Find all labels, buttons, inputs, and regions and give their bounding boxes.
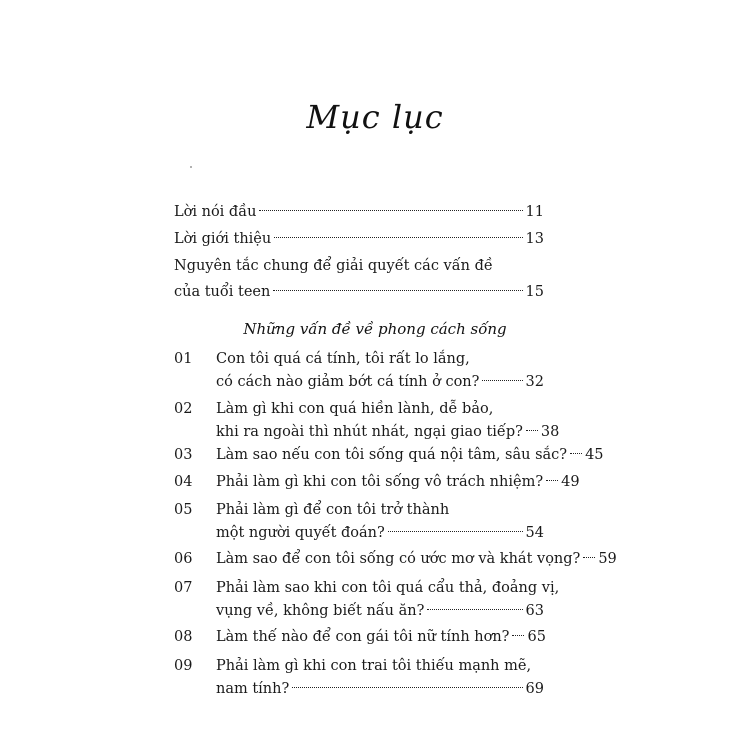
toc-question-07[interactable]	[174, 577, 560, 623]
question-line-2: khi ra ngoài thì nhút nhát, ngại giao tiếp?	[216, 424, 523, 440]
section-heading: Những vấn đề về phong cách sống	[243, 320, 507, 338]
page-number: 45	[585, 447, 604, 463]
question-number: 04	[174, 474, 193, 490]
toc-entry-general-principles[interactable]	[174, 253, 544, 305]
toc-question-08[interactable]	[174, 626, 544, 649]
toc-question-01[interactable]	[174, 348, 544, 394]
page-number: 32	[525, 374, 544, 390]
page-number: 49	[561, 474, 580, 490]
question-line-1: Con tôi quá cá tính, tôi rất lo lắng,	[216, 351, 470, 367]
page-number: 13	[525, 231, 544, 247]
question-line-1: Phải làm gì khi con trai tôi thiếu mạnh mẽ,	[216, 658, 532, 674]
question-line-1: Phải làm sao khi con tôi quá cẩu thả, đoảng vị,	[216, 580, 560, 596]
dot-leader	[570, 453, 582, 454]
toc-question-06[interactable]	[174, 548, 617, 571]
toc-entry-introduction[interactable]	[174, 226, 544, 252]
dot-leader	[292, 687, 522, 688]
entry-title-line-2: của tuổi teen	[174, 284, 271, 300]
question-line-1: Phải làm gì để con tôi trở thành	[216, 502, 450, 518]
question-line-2: có cách nào giảm bớt cá tính ở con?	[216, 374, 480, 390]
dot-leader	[583, 557, 595, 558]
toc-question-05[interactable]	[174, 499, 544, 545]
question-line-2: nam tính?	[216, 681, 290, 697]
page-number: 59	[598, 551, 617, 567]
question-line-1: Làm sao để con tôi sống có ước mơ và khát vọng?	[216, 551, 581, 567]
dot-leader	[388, 531, 523, 532]
page-title: Mục lục	[306, 98, 444, 136]
question-number: 03	[174, 447, 193, 463]
dot-leader	[273, 290, 522, 291]
page-number: 65	[527, 629, 546, 645]
dot-leader	[427, 609, 522, 610]
question-number: 06	[174, 551, 193, 567]
dot-leader	[546, 480, 558, 481]
toc-entry-preface[interactable]	[174, 199, 544, 225]
page-number: 38	[540, 424, 560, 440]
question-number: 07	[174, 580, 193, 596]
question-number: 01	[174, 351, 193, 367]
toc-question-02[interactable]	[174, 398, 560, 444]
question-line-1: Làm thế nào để con gái tôi nữ tính hơn?	[216, 629, 510, 645]
print-speck	[190, 166, 192, 168]
toc-question-03[interactable]	[174, 444, 604, 467]
page-number: 63	[525, 603, 544, 619]
entry-title-line-1: Nguyên tắc chung để giải quyết các vấn đề	[174, 258, 493, 274]
question-number: 08	[174, 629, 193, 645]
page-number: 54	[525, 525, 544, 541]
dot-leader	[526, 430, 538, 431]
question-number: 09	[174, 658, 193, 674]
question-line-2: vụng về, không biết nấu ăn?	[216, 603, 425, 619]
page-number: 11	[525, 204, 544, 220]
dot-leader	[512, 635, 524, 636]
question-number: 02	[174, 401, 193, 417]
question-number: 05	[174, 502, 193, 518]
toc-question-04[interactable]	[174, 471, 580, 494]
question-line-1: Làm gì khi con quá hiền lành, dễ bảo,	[216, 401, 494, 417]
entry-title: Lời giới thiệu	[174, 231, 272, 247]
toc-question-09[interactable]	[174, 655, 544, 701]
page-number: 69	[525, 681, 544, 697]
page-number: 15	[525, 284, 544, 300]
question-line-2: một người quyết đoán?	[216, 525, 385, 541]
entry-title: Lời nói đầu	[174, 204, 257, 220]
dot-leader	[274, 237, 522, 238]
dot-leader	[259, 210, 522, 211]
question-line-1: Làm sao nếu con tôi sống quá nội tâm, sâu sắc?	[216, 447, 568, 463]
dot-leader	[482, 380, 522, 381]
question-line-1: Phải làm gì khi con tôi sống vô trách nhiệm?	[216, 474, 544, 490]
